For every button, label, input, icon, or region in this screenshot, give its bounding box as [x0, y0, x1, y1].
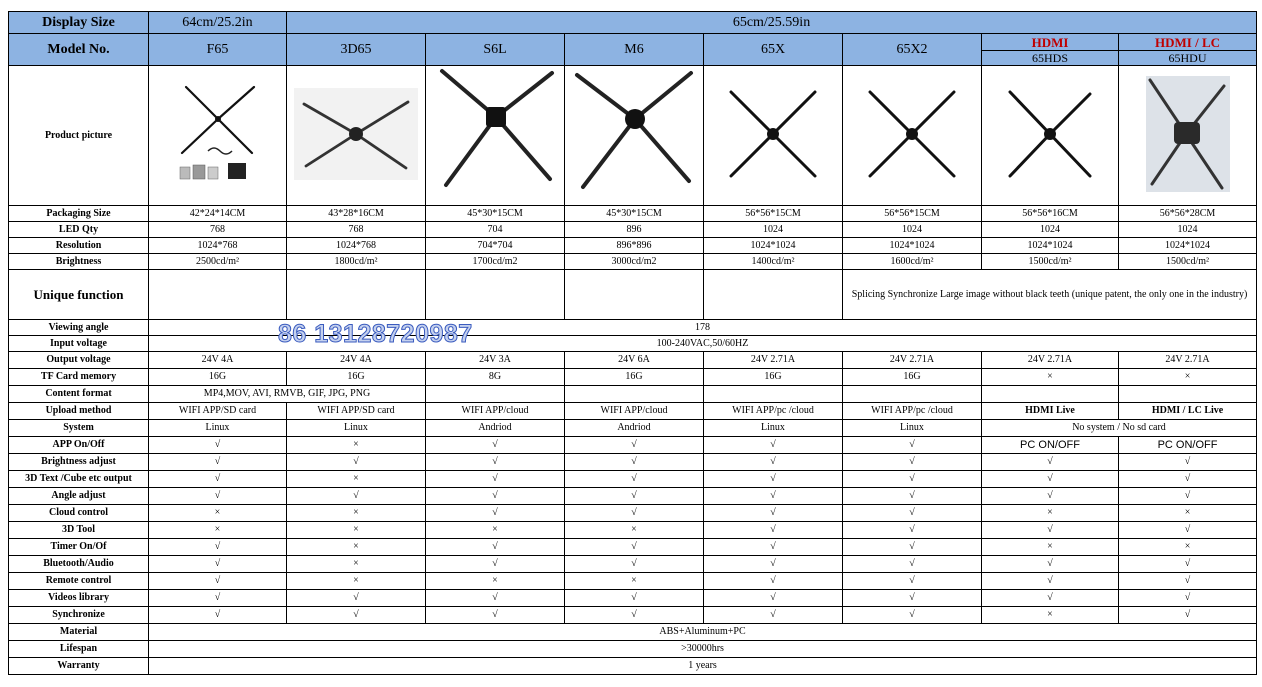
cell: √ [843, 556, 982, 573]
cell: MP4,MOV, AVI, RMVB, GIF, JPG, PNG [149, 386, 426, 403]
output-voltage-row [9, 352, 1257, 369]
cell [704, 270, 843, 320]
cell: 1400cd/m² [704, 254, 843, 270]
fan-s6l-image [428, 67, 564, 201]
cell: × [287, 471, 426, 488]
cell: 24V 4A [149, 352, 287, 369]
cell: √ [704, 471, 843, 488]
cell: √ [287, 454, 426, 471]
cell: 24V 2.71A [1119, 352, 1257, 369]
feature-label: APP On/Off [9, 437, 149, 454]
row-label: Material [9, 624, 149, 641]
cell: 24V 2.71A [982, 352, 1119, 369]
row-label: Input voltage [9, 336, 149, 352]
row-label: Packaging Size [9, 206, 149, 222]
cell: √ [704, 437, 843, 454]
cell: Andriod [426, 420, 565, 437]
cell: 56*56*15CM [704, 206, 843, 222]
cell: √ [843, 488, 982, 505]
row-label: Resolution [9, 238, 149, 254]
watermark-phone: 86 13128720987 [278, 320, 473, 348]
cell: √ [1119, 556, 1257, 573]
cell [426, 386, 565, 403]
cell: No system / No sd card [982, 420, 1257, 437]
unique-function-text: Splicing Synchronize Large image without black teeth (unique patent, the only one in the industry) [843, 270, 1257, 320]
cell: 2500cd/m² [149, 254, 287, 270]
cell: 1024*768 [149, 238, 287, 254]
model-cell: HDMI 65HDS [982, 34, 1119, 66]
feature-row [9, 454, 1257, 471]
row-label: LED Qty [9, 222, 149, 238]
cell: 1024*1024 [1119, 238, 1257, 254]
cell: √ [1119, 522, 1257, 539]
cell: 24V 2.71A [704, 352, 843, 369]
cell: √ [426, 471, 565, 488]
cell [565, 270, 704, 320]
viewing-angle-row [9, 320, 1257, 336]
cell: >30000hrs [149, 641, 1257, 658]
cell: Linux [704, 420, 843, 437]
feature-label: Cloud control [9, 505, 149, 522]
cell [565, 386, 704, 403]
feature-row [9, 505, 1257, 522]
cell: √ [843, 607, 982, 624]
cell: 24V 3A [426, 352, 565, 369]
cell: √ [565, 607, 704, 624]
led-row [9, 222, 1257, 238]
fan-with-accessories-image [168, 79, 268, 189]
cell: × [426, 522, 565, 539]
product-picture [843, 66, 982, 206]
cell [1119, 386, 1257, 403]
cell: √ [287, 607, 426, 624]
cell: WIFI APP/cloud [565, 403, 704, 420]
model-cell: 65X2 [843, 34, 982, 66]
cell: 24V 6A [565, 352, 704, 369]
cell: 1024*768 [287, 238, 426, 254]
feature-label: Videos library [9, 590, 149, 607]
cell: 24V 2.71A [843, 352, 982, 369]
cell [287, 270, 426, 320]
cell: √ [426, 488, 565, 505]
cell: × [287, 539, 426, 556]
cell: × [1119, 505, 1257, 522]
cell: 896*896 [565, 238, 704, 254]
cell: √ [149, 471, 287, 488]
product-picture [426, 66, 565, 206]
cell: √ [843, 471, 982, 488]
row-label: System [9, 420, 149, 437]
cell: Linux [149, 420, 287, 437]
cell: WIFI APP/cloud [426, 403, 565, 420]
cell: √ [843, 573, 982, 590]
material-row [9, 624, 1257, 641]
model-cell: M6 [565, 34, 704, 66]
cell: × [1119, 539, 1257, 556]
cell: √ [149, 607, 287, 624]
product-picture [1119, 66, 1257, 206]
cell: 16G [565, 369, 704, 386]
cell: √ [565, 488, 704, 505]
row-label: Warranty [9, 658, 149, 675]
cell: 56*56*15CM [843, 206, 982, 222]
feature-row [9, 590, 1257, 607]
resolution-row [9, 238, 1257, 254]
cell: 56*56*16CM [982, 206, 1119, 222]
content-format-row [9, 386, 1257, 403]
cell: 1024 [704, 222, 843, 238]
cell: √ [565, 539, 704, 556]
feature-row [9, 539, 1257, 556]
cell: √ [843, 522, 982, 539]
cell: 42*24*14CM [149, 206, 287, 222]
cell: √ [843, 454, 982, 471]
system-row [9, 420, 1257, 437]
product-picture [149, 66, 287, 206]
cell: √ [565, 590, 704, 607]
cell: 1 years [149, 658, 1257, 675]
model-cell: 65X [704, 34, 843, 66]
cell: × [149, 505, 287, 522]
cell: × [287, 437, 426, 454]
cell: 1500cd/m² [982, 254, 1119, 270]
cell: √ [149, 454, 287, 471]
display-size-label: Display Size [9, 12, 149, 34]
cell: 24V 4A [287, 352, 426, 369]
cell: √ [426, 454, 565, 471]
cell: 3000cd/m2 [565, 254, 704, 270]
cell: 8G [426, 369, 565, 386]
cell: 1024 [982, 222, 1119, 238]
product-picture [704, 66, 843, 206]
cell: 1800cd/m² [287, 254, 426, 270]
cell: 1500cd/m² [1119, 254, 1257, 270]
row-label: Viewing angle [9, 320, 149, 336]
cell: × [982, 369, 1119, 386]
cell: × [982, 539, 1119, 556]
cell: 178 [149, 320, 1257, 336]
cell: √ [149, 556, 287, 573]
cell: √ [704, 573, 843, 590]
feature-label: Remote control [9, 573, 149, 590]
hdmi-lc-tag: HDMI / LC [1119, 35, 1256, 51]
row-label: Output voltage [9, 352, 149, 369]
cell: √ [1119, 573, 1257, 590]
feature-row [9, 607, 1257, 624]
cell [843, 386, 982, 403]
cell: 1024*1024 [843, 238, 982, 254]
cell: √ [1119, 488, 1257, 505]
cell: 768 [149, 222, 287, 238]
hdmi-tag: HDMI [982, 35, 1118, 51]
feature-row [9, 556, 1257, 573]
cell: √ [149, 488, 287, 505]
cell: √ [982, 471, 1119, 488]
row-label: Unique function [9, 270, 149, 320]
feature-label: 3D Tool [9, 522, 149, 539]
product-picture [287, 66, 426, 206]
cell: 1024*1024 [982, 238, 1119, 254]
cell: Andriod [565, 420, 704, 437]
cell: √ [149, 590, 287, 607]
cell: √ [982, 488, 1119, 505]
cell: WIFI APP/SD card [287, 403, 426, 420]
cell: 16G [704, 369, 843, 386]
cell: √ [704, 607, 843, 624]
cell: × [982, 505, 1119, 522]
display-size-row [9, 12, 1257, 34]
cell: √ [843, 437, 982, 454]
unique-function-row [9, 270, 1257, 320]
product-picture [982, 66, 1119, 206]
cell [704, 386, 843, 403]
cell: WIFI APP/pc /cloud [704, 403, 843, 420]
packaging-row [9, 206, 1257, 222]
fan-65x2-image [864, 86, 960, 182]
cell: 1024 [1119, 222, 1257, 238]
model-cell: S6L [426, 34, 565, 66]
cell: WIFI APP/SD card [149, 403, 287, 420]
cell: √ [843, 539, 982, 556]
cell: √ [704, 505, 843, 522]
feature-label: Angle adjust [9, 488, 149, 505]
cell: √ [426, 556, 565, 573]
product-picture-row [9, 66, 1257, 206]
upload-method-row [9, 403, 1257, 420]
cell: √ [982, 590, 1119, 607]
row-label: Content format [9, 386, 149, 403]
row-label: TF Card memory [9, 369, 149, 386]
cell: √ [565, 437, 704, 454]
model-cell: 3D65 [287, 34, 426, 66]
feature-row [9, 522, 1257, 539]
feature-label: Bluetooth/Audio [9, 556, 149, 573]
cell: ABS+Aluminum+PC [149, 624, 1257, 641]
fan-65x-image [725, 86, 821, 182]
cell: Linux [843, 420, 982, 437]
row-label: Upload method [9, 403, 149, 420]
cell: 1024 [843, 222, 982, 238]
cell: √ [149, 539, 287, 556]
cell: Linux [287, 420, 426, 437]
fan-65hds-image [1000, 86, 1100, 182]
cell: 16G [149, 369, 287, 386]
cell: √ [982, 522, 1119, 539]
display-size-65: 65cm/25.59in [287, 12, 1257, 34]
cell: × [287, 505, 426, 522]
cell: √ [426, 607, 565, 624]
row-label: Brightness [9, 254, 149, 270]
cell: √ [426, 505, 565, 522]
model-cell: F65 [149, 34, 287, 66]
feature-label: Timer On/Of [9, 539, 149, 556]
fan-65hdu-image [1146, 76, 1230, 192]
cell: × [287, 522, 426, 539]
cell: √ [704, 590, 843, 607]
cell: √ [287, 488, 426, 505]
model-row [9, 34, 1257, 66]
fan-3d65-image [294, 88, 418, 180]
row-label: Lifespan [9, 641, 149, 658]
cell: PC ON/OFF [982, 437, 1119, 454]
cell: × [149, 522, 287, 539]
cell: √ [565, 505, 704, 522]
cell: WIFI APP/pc /cloud [843, 403, 982, 420]
cell: √ [1119, 454, 1257, 471]
cell: √ [426, 590, 565, 607]
cell: √ [149, 437, 287, 454]
cell: HDMI / LC Live [1119, 403, 1257, 420]
cell: 1700cd/m2 [426, 254, 565, 270]
cell: √ [565, 556, 704, 573]
warranty-row [9, 658, 1257, 675]
feature-row [9, 471, 1257, 488]
cell: √ [1119, 590, 1257, 607]
cell: 45*30*15CM [426, 206, 565, 222]
feature-row [9, 437, 1257, 454]
feature-label: Synchronize [9, 607, 149, 624]
cell: √ [843, 590, 982, 607]
cell: √ [704, 522, 843, 539]
display-size-64: 64cm/25.2in [149, 12, 287, 34]
cell [426, 270, 565, 320]
cell: √ [1119, 471, 1257, 488]
cell: 704*704 [426, 238, 565, 254]
tf-card-row [9, 369, 1257, 386]
cell: √ [704, 488, 843, 505]
fan-m6-image [569, 67, 699, 201]
cell: × [565, 573, 704, 590]
cell: 45*30*15CM [565, 206, 704, 222]
cell: √ [843, 505, 982, 522]
lifespan-row [9, 641, 1257, 658]
cell: 1024*1024 [704, 238, 843, 254]
cell: HDMI Live [982, 403, 1119, 420]
cell: 704 [426, 222, 565, 238]
brightness-row [9, 254, 1257, 270]
cell: × [287, 573, 426, 590]
cell: √ [149, 573, 287, 590]
cell: 43*28*16CM [287, 206, 426, 222]
cell: √ [704, 539, 843, 556]
cell: 896 [565, 222, 704, 238]
cell: √ [1119, 607, 1257, 624]
cell: √ [426, 437, 565, 454]
cell [149, 270, 287, 320]
cell: PC ON/OFF [1119, 437, 1257, 454]
cell: 768 [287, 222, 426, 238]
cell: √ [287, 590, 426, 607]
cell: 16G [287, 369, 426, 386]
feature-row [9, 573, 1257, 590]
feature-label: 3D Text /Cube etc output [9, 471, 149, 488]
cell: √ [704, 556, 843, 573]
cell: × [565, 522, 704, 539]
cell: × [1119, 369, 1257, 386]
feature-row [9, 488, 1257, 505]
cell: × [426, 573, 565, 590]
product-picture-label: Product picture [9, 66, 149, 206]
cell: √ [565, 471, 704, 488]
cell: √ [565, 454, 704, 471]
cell [982, 386, 1119, 403]
cell: 56*56*28CM [1119, 206, 1257, 222]
product-picture [565, 66, 704, 206]
model-label: Model No. [9, 34, 149, 66]
cell: × [982, 607, 1119, 624]
cell: 1600cd/m² [843, 254, 982, 270]
model-cell: HDMI / LC 65HDU [1119, 34, 1257, 66]
cell: √ [704, 454, 843, 471]
cell: 100-240VAC,50/60HZ [149, 336, 1257, 352]
input-voltage-row [9, 336, 1257, 352]
spec-table [8, 11, 1257, 675]
cell: √ [982, 556, 1119, 573]
cell: × [287, 556, 426, 573]
cell: √ [982, 573, 1119, 590]
cell: 16G [843, 369, 982, 386]
feature-label: Brightness adjust [9, 454, 149, 471]
cell: √ [982, 454, 1119, 471]
cell: √ [426, 539, 565, 556]
